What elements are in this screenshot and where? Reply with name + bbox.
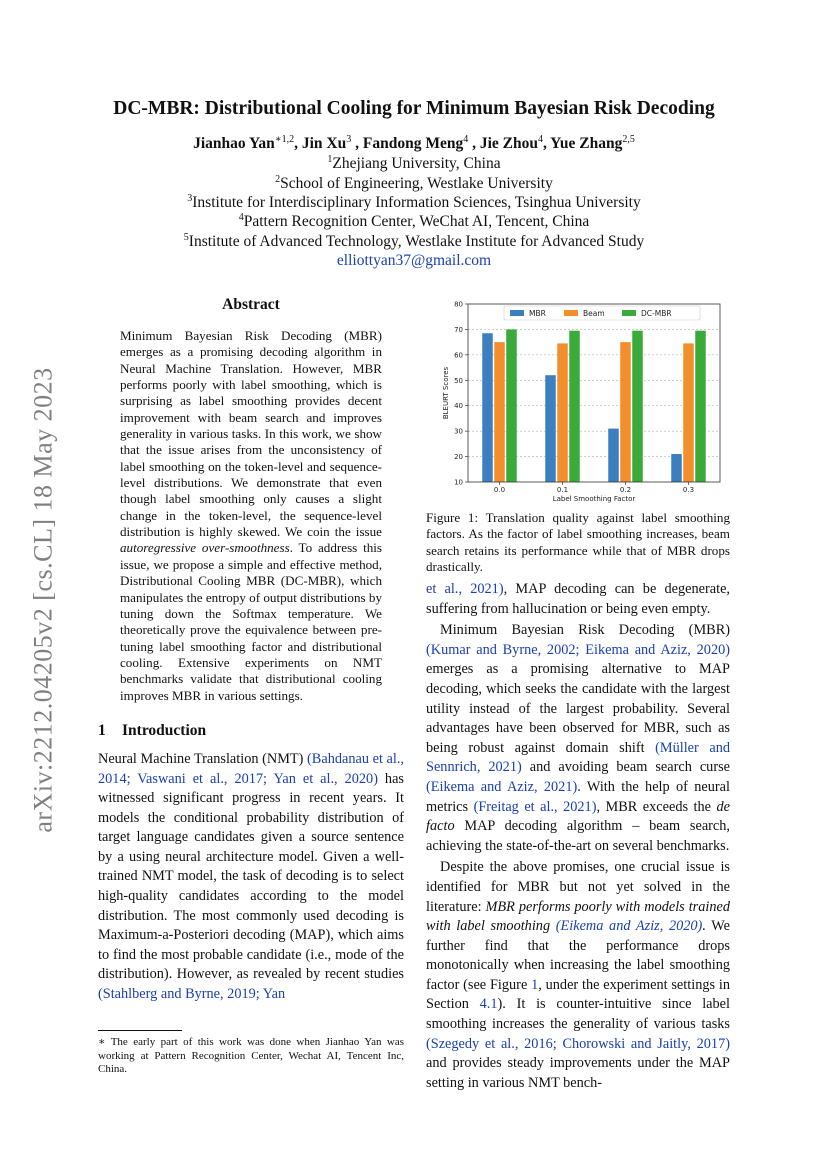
body-text: MAP decoding algorithm – beam search, achieving the state-of-the-art on several benchmarks. — [426, 818, 730, 854]
bar-mbr-0.1 — [545, 375, 556, 482]
section-heading-introduction — [98, 722, 404, 740]
affil-number: 2 — [275, 174, 281, 185]
y-tick-label: 40 — [454, 402, 463, 411]
right-paragraph — [426, 858, 730, 1093]
affiliation-line — [0, 193, 828, 212]
author-affil-mark: ∗1,2 — [274, 134, 295, 145]
author-affil-mark: 4 — [463, 134, 469, 145]
citation-link[interactable]: et al., 2021) — [426, 581, 504, 597]
affiliation-line — [0, 212, 828, 231]
x-tick-label: 0.3 — [682, 486, 695, 494]
bar-dc-mbr-0.0 — [506, 329, 517, 482]
author-affil-mark: 2,5 — [622, 134, 635, 145]
legend-label-beam: Beam — [583, 309, 605, 318]
affiliation-line — [0, 174, 828, 193]
figure-reference-link[interactable]: 1 — [531, 976, 539, 993]
citation-link[interactable]: (Eikema and Aziz, 2021) — [426, 778, 578, 795]
body-text: emerges as a promising alternative to MAP decoding, which seeks the candidate with the largest utility instead of the largest probability. Several advantages have been observed for MBR, such as being robust against domain shift — [426, 661, 730, 756]
y-axis-label: BLEURT Scores — [442, 366, 450, 420]
right-column-text — [426, 580, 730, 1095]
affil-number: 4 — [238, 212, 244, 223]
body-text: ). It is counter-intuitive since label smoothing increases the generality of various tasks — [426, 996, 730, 1033]
legend-swatch-dc-mbr — [622, 310, 636, 316]
contact-email-link[interactable]: elliottyan37@gmail.com — [336, 252, 492, 269]
arxiv-side-stamp — [26, 355, 62, 845]
y-tick-label: 70 — [454, 325, 463, 334]
body-text: , under the experiment settings in Section — [426, 976, 730, 1013]
abstract-part: Minimum Bayesian Risk Decoding (MBR) emerges as a promising decoding algorithm in Neural Machine Translation. However, MBR performs poorly with label smoothing, which is surprising as label smoothing provides decent improvement with beam search and improves generality in various tasks. In this work, we show that the issue arises from the unconsistency of label smoothing on the token-level and sequence-level distributions. We demonstrate that even though label smoothing only causes a slight change in the token-level, the sequence-level distribution is highly skewed. We coin the issue — [120, 328, 382, 540]
paper-title: DC-MBR: Distributional Cooling for Minimum Bayesian Risk Decoding — [113, 98, 715, 119]
abstract-text — [120, 328, 382, 704]
author-name: Jianhao Yan — [193, 135, 275, 153]
section-title: Introduction — [122, 721, 207, 739]
x-tick-label: 0.0 — [493, 486, 506, 494]
author-name: Yue Zhang — [550, 135, 623, 153]
bar-beam-0.2 — [620, 342, 631, 482]
citation-link[interactable]: (Bahdanau et al., 2014; Vaswani et al., 2017; Yan et al., 2020) — [98, 750, 404, 787]
body-text: and avoiding beam search curse — [521, 759, 731, 776]
bar-beam-0.1 — [557, 343, 568, 482]
affil-text: Pattern Recognition Center, WeChat AI, Tencent, China — [243, 213, 590, 231]
body-text: Neural Machine Translation (NMT) — [98, 750, 308, 767]
arxiv-identifier: arXiv:2212.04205v2 [cs.CL] 18 May 2023 — [29, 367, 58, 833]
affil-number: 5 — [183, 232, 189, 243]
bar-dc-mbr-0.2 — [632, 331, 643, 482]
affiliation-line — [0, 232, 828, 251]
body-text: . With the help of neural metrics — [426, 778, 730, 815]
author-name: Fandong Meng — [362, 135, 464, 153]
x-tick-label: 0.2 — [619, 486, 632, 494]
citation-link[interactable]: (Müller and Sennrich, 2021) — [426, 739, 730, 776]
section-reference-link[interactable]: 4.1 — [479, 996, 498, 1013]
figure-1-chart — [426, 296, 730, 504]
citation-link[interactable]: (Stahlberg and Byrne, 2019; Yan — [98, 986, 286, 1003]
author-affil-mark: 4 — [537, 134, 543, 145]
author-sep: , — [542, 135, 551, 153]
author-name: Jin Xu — [301, 135, 347, 153]
body-text: Minimum Bayesian Risk Decoding (MBR) — [440, 622, 730, 639]
affil-text: School of Engineering, Westlake University — [280, 175, 553, 193]
y-tick-label: 80 — [454, 300, 463, 309]
affil-number: 1 — [327, 154, 333, 165]
right-paragraph — [426, 580, 730, 619]
y-tick-label: 50 — [454, 376, 463, 385]
abstract-heading: Abstract — [222, 296, 280, 313]
bar-dc-mbr-0.1 — [569, 331, 580, 482]
y-tick-label: 30 — [454, 427, 463, 436]
author-sep: , — [351, 135, 363, 153]
affiliation-line — [0, 154, 828, 173]
citation-link[interactable]: (Freitag et al., 2021) — [473, 798, 597, 815]
body-text: , MAP decoding can be degenerate, suffering from hallucination or being even empty. — [426, 581, 731, 617]
footnote-divider — [98, 1030, 182, 1031]
author-name: Jie Zhou — [479, 135, 538, 153]
author-affil-mark: 3 — [346, 134, 352, 145]
bar-beam-0.0 — [494, 342, 505, 482]
abstract-part: . To address this issue, we propose a simple and effective method, Distributional Cooling MBR (DC-MBR), which manipulates the entropy of output distributions by tuning down the Softmax temperature. We theoretically prove the equivalence between pre-tuning label smoothing factor and distributional cooling. Extensive experiments on NMT benchmarks validate that distributional cooling improves MBR in various settings. — [120, 540, 382, 703]
body-text: Despite the above promises, one crucial issue is identified for MBR but not yet solved in the literature: — [426, 859, 730, 915]
body-text: , MBR exceeds the — [596, 798, 717, 815]
intro-paragraph — [98, 750, 404, 1005]
author-sep: , — [468, 135, 480, 153]
legend-swatch-beam — [564, 310, 578, 316]
abstract-emphasis: autoregressive over-smoothness — [120, 540, 290, 556]
right-paragraph — [426, 621, 730, 856]
citation-link[interactable]: (Eikema and Aziz, 2020) — [555, 918, 703, 935]
body-text: has witnessed significant progress in recent years. It models the conditional probability distribution of target language candidates given a source sentence by a using neural architecture model. Given a well-trained NMT model, the task of decoding is to select high-quality candidates according to the model distribution. The most commonly used decoding is Maximum-a-Posteriori decoding (MAP), which aims to find the most probable candidate (i.e., mode of the distribution). However, as revealed by recent studies — [98, 770, 404, 983]
plot-frame — [468, 304, 720, 482]
affil-number: 3 — [187, 193, 193, 204]
y-tick-label: 60 — [454, 351, 463, 360]
emphasis-text: de facto — [426, 798, 730, 835]
bar-mbr-0.2 — [608, 429, 619, 482]
bar-beam-0.3 — [683, 343, 694, 482]
affil-text: Institute for Interdisciplinary Information Sciences, Tsinghua University — [192, 194, 641, 212]
x-axis-label: Label Smoothing Factor — [552, 495, 636, 503]
bar-mbr-0.0 — [482, 333, 493, 482]
bar-mbr-0.3 — [671, 454, 682, 482]
legend-label-dc-mbr: DC-MBR — [641, 309, 672, 318]
left-column — [98, 296, 404, 1005]
emphasis-text: MBR performs poorly with models trained with label smoothing — [426, 898, 730, 935]
author-sep: , — [294, 135, 302, 153]
citation-link[interactable]: (Szegedy et al., 2016; Chorowski and Jaitly, 2017) — [426, 1035, 730, 1052]
legend-label-mbr: MBR — [529, 309, 546, 318]
body-text: We further find that the performance drops monotonically when increasing the label smoothing factor (see Figure — [426, 918, 730, 993]
bar-dc-mbr-0.3 — [695, 331, 706, 482]
y-tick-label: 10 — [454, 478, 463, 487]
author-list — [0, 134, 828, 153]
section-number: 1 — [98, 721, 106, 739]
bar-chart-svg — [426, 296, 730, 504]
emphasis-text: . — [702, 918, 706, 935]
x-tick-label: 0.1 — [556, 486, 569, 494]
figure-1-caption: Figure 1: Translation quality against label smoothing factors. As the factor of label smoothing increases, beam search retains its performance while that of MBR drops drastically. — [426, 510, 730, 575]
legend-swatch-mbr — [510, 310, 524, 316]
y-tick-label: 20 — [454, 453, 463, 462]
affil-text: Zhejiang University, China — [332, 155, 501, 173]
affil-text: Institute of Advanced Technology, Westlake Institute for Advanced Study — [188, 233, 645, 251]
footnote: ∗ The early part of this work was done when Jianhao Yan was working at Pattern Recognition Center, Wechat AI, Tencent Inc, China. — [98, 1036, 404, 1075]
body-text: and provides steady improvements under the MAP setting in various NMT bench- — [426, 1055, 730, 1091]
citation-link[interactable]: (Kumar and Byrne, 2002; Eikema and Aziz, 2020) — [426, 641, 730, 658]
